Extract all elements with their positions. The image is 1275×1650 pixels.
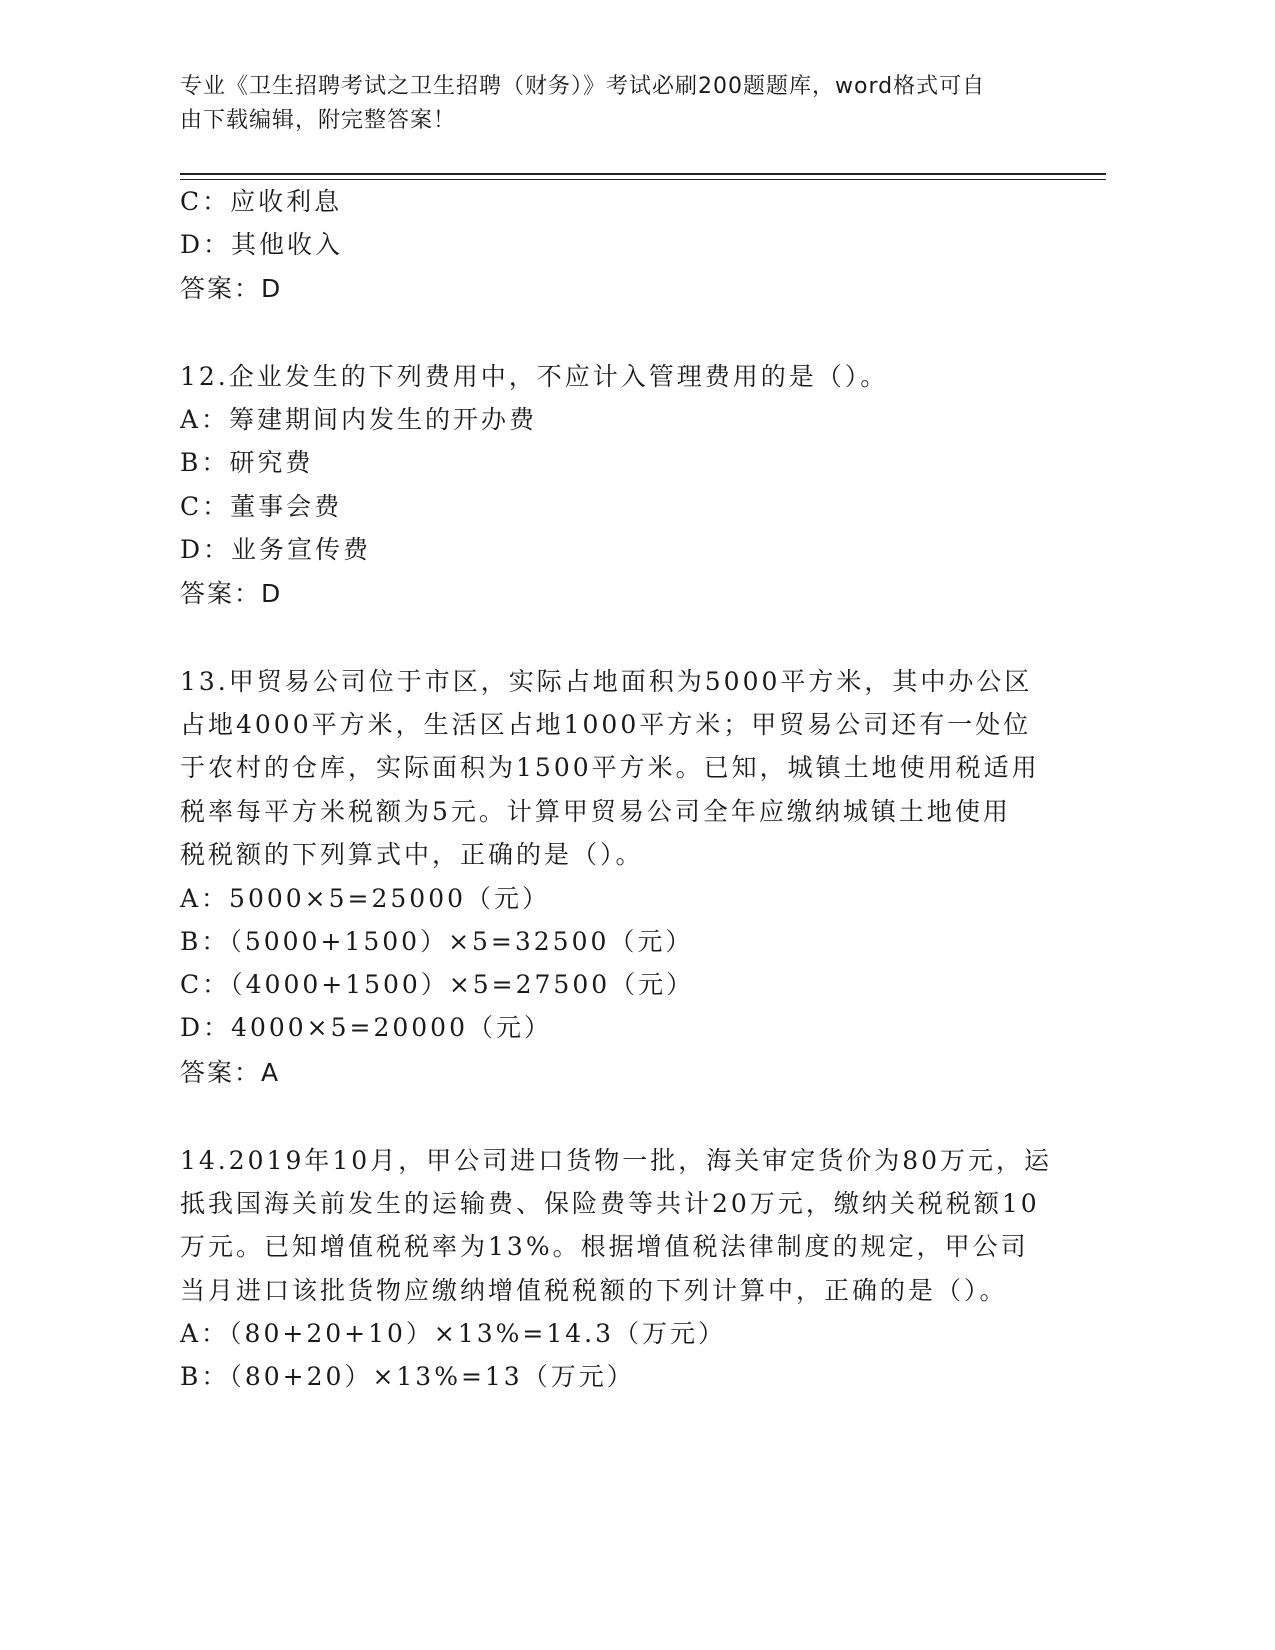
header-rule-thick: [180, 173, 1106, 175]
q13-option-c: C：（4000+1500）×5=27500（元）: [180, 970, 695, 999]
q13-stem-line-1: 13.甲贸易公司位于市区，实际占地面积为5000平方米，其中办公区: [180, 667, 1033, 696]
q12-option-a: A：筹建期间内发生的开办费: [180, 405, 538, 434]
q13-stem-line-5: 税税额的下列算式中，正确的是（）。: [180, 840, 644, 869]
q11-answer: 答案：D: [180, 274, 283, 303]
q13-option-b: B：（5000+1500）×5=32500（元）: [180, 927, 694, 956]
q13-answer: 答案：A: [180, 1058, 281, 1087]
q11-option-c: C：应收利息: [180, 187, 343, 216]
q12-answer: 答案：D: [180, 579, 283, 608]
q12-stem: 12.企业发生的下列费用中，不应计入管理费用的是（）。: [180, 362, 889, 391]
q13-option-d: D：4000×5=20000（元）: [180, 1013, 552, 1042]
q14-stem-line-4: 当月进口该批货物应缴纳增值税税额的下列计算中，正确的是（）。: [180, 1276, 1008, 1305]
q12-option-c: C：董事会费: [180, 492, 343, 521]
q14-option-a: A：（80+20+10）×13%=14.3（万元）: [180, 1319, 727, 1348]
q14-option-b: B：（80+20）×13%=13（万元）: [180, 1362, 635, 1391]
q13-stem-line-4: 税率每平方米税额为5元。计算甲贸易公司全年应缴纳城镇土地使用: [180, 797, 1011, 826]
q11-option-d: D：其他收入: [180, 230, 344, 259]
header-rule-thin: [180, 179, 1106, 180]
header-line-1: 专业《卫生招聘考试之卫生招聘（财务）》考试必刷200题题库，word格式可自: [180, 74, 986, 99]
q14-stem-line-3: 万元。已知增值税税率为13%。根据增值税法律制度的规定，甲公司: [180, 1232, 1029, 1261]
q12-option-b: B：研究费: [180, 448, 314, 477]
q14-stem-line-2: 抵我国海关前发生的运输费、保险费等共计20万元，缴纳关税税额10: [180, 1189, 1040, 1218]
q13-stem-line-2: 占地4000平方米，生活区占地1000平方米；甲贸易公司还有一处位: [180, 710, 1032, 739]
header-line-2: 由下载编辑，附完整答案！: [180, 108, 457, 133]
q12-option-d: D：业务宣传费: [180, 535, 372, 564]
q13-option-a: A：5000×5=25000（元）: [180, 884, 551, 913]
q13-stem-line-3: 于农村的仓库，实际面积为1500平方米。已知，城镇土地使用税适用: [180, 753, 1040, 782]
q14-stem-line-1: 14.2019年10月，甲公司进口货物一批，海关审定货价为80万元，运: [180, 1146, 1053, 1175]
document-header: [180, 70, 1060, 138]
